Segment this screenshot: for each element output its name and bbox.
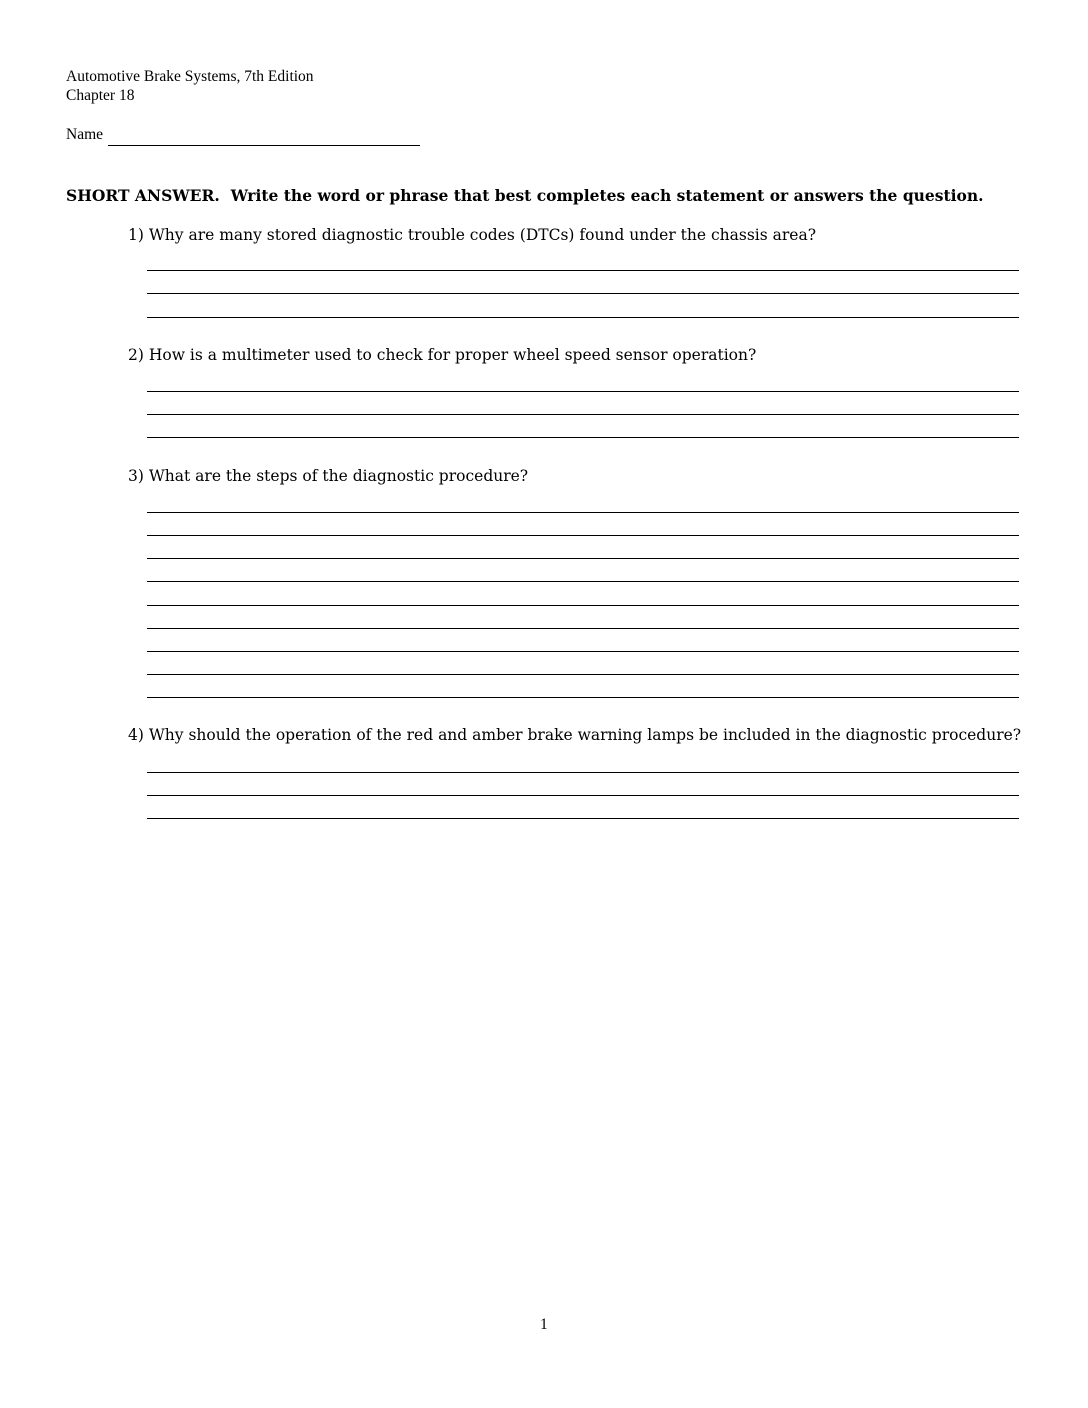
- answer-line[interactable]: [147, 317, 1019, 318]
- course-title: Automotive Brake Systems, 7th Edition: [66, 68, 314, 85]
- answer-line[interactable]: [147, 512, 1019, 513]
- answer-line[interactable]: [147, 674, 1019, 675]
- answer-line[interactable]: [147, 391, 1019, 392]
- answer-line[interactable]: [147, 628, 1019, 629]
- answer-line[interactable]: [147, 818, 1019, 819]
- section-heading: SHORT ANSWER. Write the word or phrase that best completes each statement or answers the question.: [66, 186, 984, 205]
- answer-line[interactable]: [147, 795, 1019, 796]
- answer-line[interactable]: [147, 414, 1019, 415]
- answer-line[interactable]: [147, 581, 1019, 582]
- question-1: 1) Why are many stored diagnostic trouble codes (DTCs) found under the chassis area?: [128, 226, 817, 244]
- answer-line[interactable]: [147, 270, 1019, 271]
- question-2: 2) How is a multimeter used to check for proper wheel speed sensor operation?: [128, 346, 757, 364]
- answer-line[interactable]: [147, 697, 1019, 698]
- answer-line[interactable]: [147, 605, 1019, 606]
- answer-line[interactable]: [147, 535, 1019, 536]
- answer-line[interactable]: [147, 293, 1019, 294]
- answer-line[interactable]: [147, 437, 1019, 438]
- chapter-label: Chapter 18: [66, 87, 135, 104]
- page-number: 1: [540, 1316, 548, 1333]
- name-blank-line[interactable]: [108, 145, 420, 146]
- name-label: Name: [66, 126, 104, 143]
- answer-line[interactable]: [147, 772, 1019, 773]
- answer-line[interactable]: [147, 558, 1019, 559]
- question-3: 3) What are the steps of the diagnostic procedure?: [128, 467, 529, 485]
- question-4: 4) Why should the operation of the red and amber brake warning lamps be included in the diagnostic procedure?: [128, 726, 1022, 744]
- answer-line[interactable]: [147, 651, 1019, 652]
